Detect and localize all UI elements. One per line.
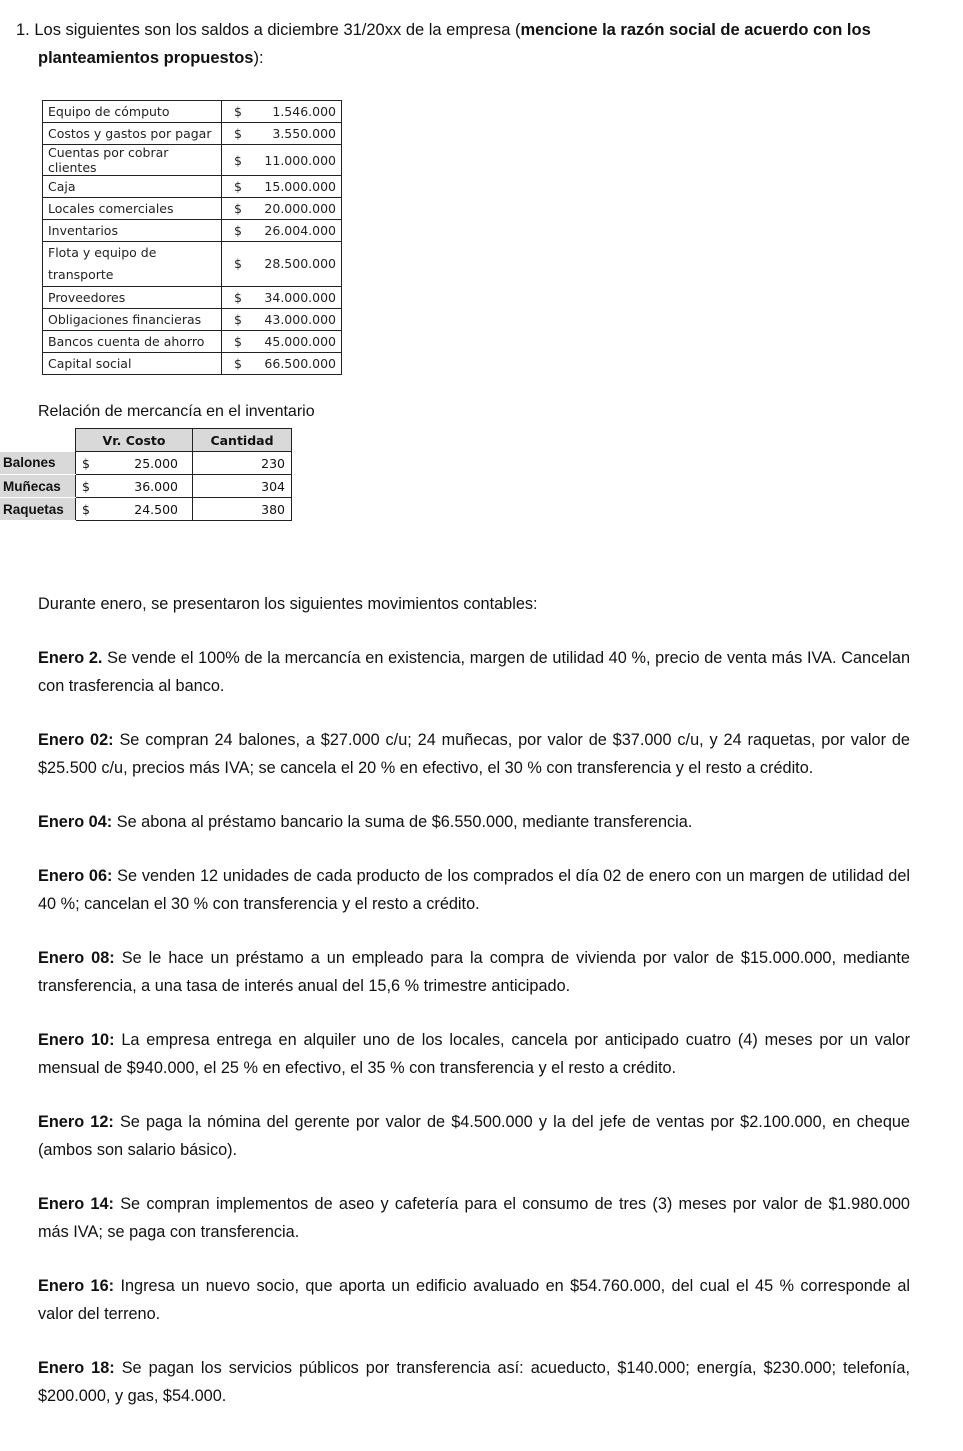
question-text: Los siguientes son los saldos a diciembre 31/20xx de la empresa ( [34, 21, 521, 39]
table-row [0, 498, 292, 521]
table-row [43, 198, 342, 220]
account-value: 66.500.000 [264, 356, 336, 371]
product-name: Balones [0, 452, 76, 475]
account-value: 28.500.000 [264, 256, 336, 271]
product-cost: 25.000 [134, 455, 178, 471]
account-name: Obligaciones financieras [43, 309, 222, 331]
account-name: Costos y gastos por pagar [43, 123, 222, 145]
account-value: 3.550.000 [272, 126, 336, 141]
product-quantity: 304 [193, 475, 292, 498]
transaction-date: Enero 18: [38, 1359, 115, 1377]
transaction-date: Enero 2. [38, 649, 103, 667]
currency-symbol: $ [234, 179, 242, 194]
account-value: 15.000.000 [264, 179, 336, 194]
account-name: Inventarios [43, 220, 222, 242]
question-text-end: ): [253, 49, 264, 67]
currency-symbol: $ [234, 223, 242, 238]
currency-symbol: $ [82, 455, 90, 471]
transaction-item [38, 1108, 910, 1164]
transaction-text: Se venden 12 unidades de cada producto de los comprados el día 02 de enero con un margen de utilidad del 40 %; cancelan el 30 % con transferencia y el resto a crédito. [38, 867, 910, 913]
product-cost: 36.000 [134, 478, 178, 494]
account-name: Flota y equipo de transporte [43, 242, 222, 287]
transaction-item [38, 944, 910, 1000]
currency-symbol: $ [82, 501, 90, 517]
account-value: 45.000.000 [264, 334, 336, 349]
transaction-text: Se compran implementos de aseo y cafetería para el consumo de tres (3) meses por valor de $1.980.000 más IVA; se paga con transferencia. [38, 1195, 910, 1241]
account-value: 11.000.000 [264, 152, 336, 168]
account-value: 34.000.000 [264, 290, 336, 305]
table-row [43, 220, 342, 242]
table-row [43, 287, 342, 309]
account-name: Locales comerciales [43, 198, 222, 220]
table-row [0, 452, 292, 475]
header-blank [0, 429, 76, 452]
transaction-text: Se vende el 100% de la mercancía en existencia, margen de utilidad 40 %, precio de venta más IVA. Cancelan con trasferencia al banco. [38, 649, 910, 695]
table-row [43, 176, 342, 198]
question-statement [16, 16, 916, 72]
account-name: Capital social [43, 353, 222, 375]
transaction-item [38, 1026, 910, 1082]
question-bold-instruction-cont: planteamientos propuestos [38, 49, 254, 67]
transaction-item [38, 808, 910, 836]
currency-symbol: $ [234, 290, 242, 305]
transaction-item [38, 644, 910, 700]
account-value: 1.546.000 [272, 104, 336, 119]
transaction-text: Se compran 24 balones, a $27.000 c/u; 24 muñecas, por valor de $37.000 c/u, y 24 raquetas, por valor de $25.500 c/u, precios más IVA; se cancela el 20 % en efectivo, el 30 % con transferencia y el resto a crédito. [38, 731, 910, 777]
table-row [43, 242, 342, 287]
transaction-item [38, 726, 910, 782]
transaction-item [38, 1354, 910, 1410]
account-name: Cuentas por cobrar clientes [43, 145, 222, 176]
currency-symbol: $ [234, 256, 242, 271]
table-row [43, 123, 342, 145]
transaction-date: Enero 02: [38, 731, 114, 749]
account-value: 43.000.000 [264, 312, 336, 327]
transaction-date: Enero 12: [38, 1113, 114, 1131]
currency-symbol: $ [234, 312, 242, 327]
transaction-date: Enero 04: [38, 813, 113, 831]
currency-symbol: $ [82, 478, 90, 494]
table-header-row [0, 429, 292, 452]
account-name: Equipo de cómputo [43, 101, 222, 123]
balances-table [42, 100, 342, 375]
product-cost: 24.500 [134, 501, 178, 517]
question-number: 1. [16, 21, 30, 39]
transactions-section [38, 590, 910, 1436]
currency-symbol: $ [234, 104, 242, 119]
currency-symbol: $ [234, 201, 242, 216]
transaction-item [38, 1272, 910, 1328]
transaction-date: Enero 08: [38, 949, 115, 967]
account-value: 26.004.000 [264, 223, 336, 238]
currency-symbol: $ [234, 152, 242, 168]
product-quantity: 380 [193, 498, 292, 521]
header-cost: Vr. Costo [76, 429, 193, 452]
transaction-item [38, 1190, 910, 1246]
table-row [43, 145, 342, 176]
transaction-date: Enero 06: [38, 867, 113, 885]
transaction-text: Se abona al préstamo bancario la suma de $6.550.000, mediante transferencia. [112, 813, 693, 831]
inventory-title: Relación de mercancía en el inventario [38, 403, 315, 420]
account-name: Caja [43, 176, 222, 198]
transaction-text: La empresa entrega en alquiler uno de los locales, cancela por anticipado cuatro (4) meses por un valor mensual de $940.000, el 25 % en efectivo, el 35 % con transferencia y el resto a crédito. [38, 1031, 910, 1077]
currency-symbol: $ [234, 334, 242, 349]
transactions-intro: Durante enero, se presentaron los siguientes movimientos contables: [38, 595, 538, 613]
inventory-table [0, 428, 292, 521]
question-bold-instruction: mencione la razón social de acuerdo con los [520, 21, 871, 39]
transaction-text: Ingresa un nuevo socio, que aporta un edificio avaluado en $54.760.000, del cual el 45 % corresponde al valor del terreno. [38, 1277, 910, 1323]
currency-symbol: $ [234, 356, 242, 371]
currency-symbol: $ [234, 126, 242, 141]
table-row [43, 353, 342, 375]
table-row [43, 331, 342, 353]
account-value: 20.000.000 [264, 201, 336, 216]
header-quantity: Cantidad [193, 429, 292, 452]
account-name: Bancos cuenta de ahorro [43, 331, 222, 353]
transaction-date: Enero 14: [38, 1195, 114, 1213]
transaction-text: Se le hace un préstamo a un empleado para la compra de vivienda por valor de $15.000.000, mediante transferencia, a una tasa de interés anual del 15,6 % trimestre anticipado. [38, 949, 910, 995]
transaction-date: Enero 16: [38, 1277, 115, 1295]
product-name: Raquetas [0, 498, 76, 521]
transaction-text: Se paga la nómina del gerente por valor de $4.500.000 y la del jefe de ventas por $2.100.000, en cheque (ambos son salario básico). [38, 1113, 910, 1159]
table-row [0, 475, 292, 498]
account-name: Proveedores [43, 287, 222, 309]
product-quantity: 230 [193, 452, 292, 475]
transaction-item [38, 862, 910, 918]
table-row [43, 101, 342, 123]
table-row [43, 309, 342, 331]
transaction-text: Se pagan los servicios públicos por transferencia así: acueducto, $140.000; energía, $230.000; telefonía, $200.000, y gas, $54.000. [38, 1359, 910, 1405]
product-name: Muñecas [0, 475, 76, 498]
transaction-date: Enero 10: [38, 1031, 115, 1049]
